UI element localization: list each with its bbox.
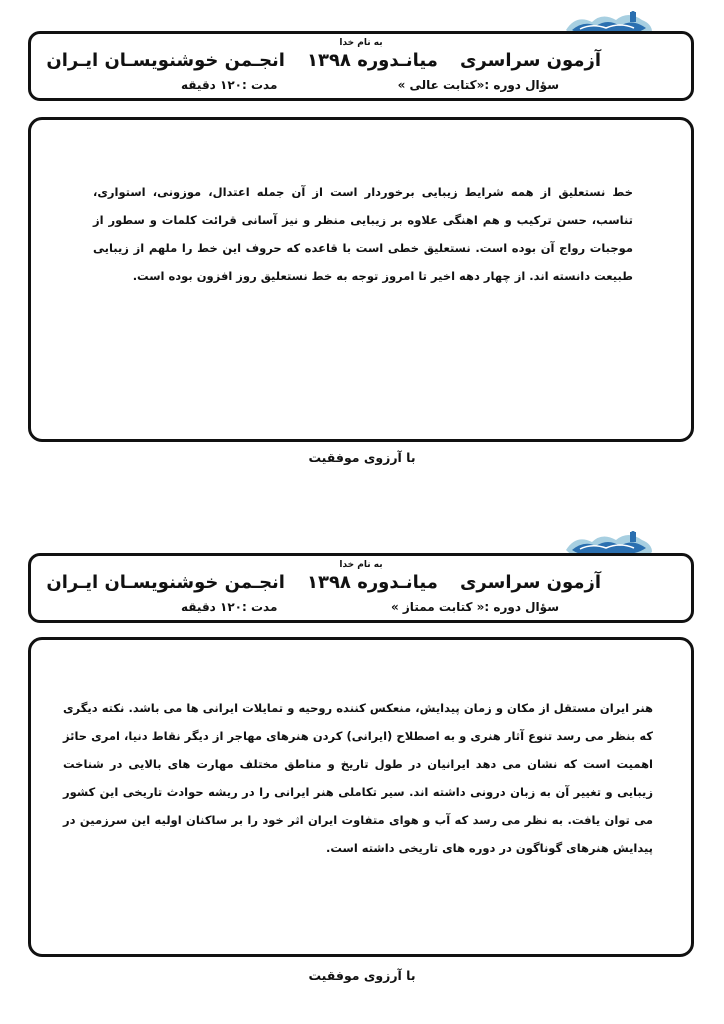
exam-duration: مدت :۱۲۰ دقیقه bbox=[181, 78, 278, 92]
exam-period: میانـدوره ۱۳۹۸ bbox=[306, 50, 438, 71]
exam-header bbox=[28, 553, 694, 623]
association-name: انجـمن خوشنویسـان ایـران bbox=[46, 572, 285, 593]
good-luck-footer: با آرزوی موفقیت bbox=[308, 450, 416, 465]
exam-text-box bbox=[28, 637, 694, 957]
bismillah: به نام خدا bbox=[339, 560, 383, 570]
exam-text-box bbox=[28, 117, 694, 442]
exam-body-text: هنر ایران مستقل از مکان و زمان پیدایش، منعکس کننده روحیه و تمایلات ایرانی ها می باشد. نکته دیگری که بنظر می رسد تنوع آثار هنری و به اصطلاح (ایرانی) کردن هنرهای مهاجر از دیگر نقاط دنیا، امری حائز اهمیت است که نشان می دهد ایرانیان در طول تاریخ و مناطق مختلف مهارت های بالایی در شناخت زیبایی و تغییر آن به زبان درونی داشته اند. سیر تکاملی هنر ایرانی را در ریشه حوادث تاریخی این کشور می توان یافت. به نظر می رسد که آب و هوای متفاوت ایران اثر خود را بر ساکنان اولیه این سرزمین در پیدایش هنرهای گوناگون در دوره های تاریخی داشته است. bbox=[63, 701, 653, 855]
question-label: سؤال دوره :« کتابت ممتاز » bbox=[390, 600, 559, 614]
association-name: انجـمن خوشنویسـان ایـران bbox=[46, 50, 285, 71]
header-title-line bbox=[46, 50, 601, 71]
header-title-line bbox=[46, 572, 601, 593]
exam-body-text: خط نستعلیق از همه شرایط زیبایی برخوردار است از آن جمله اعتدال، موزونی، استواری، تناسب، حسن ترکیب و هم اهنگی علاوه بر زیبایی منظر و نیز آسانی قرائت کلمات و سطور از موجبات رواج آن بوده است. نستعلیق خطی است با قاعده که حروف این خط را ملهم از زیبایی طبیعت دانسته اند. از چهار دهه اخیر تا امروز توجه به خط نستعلیق روز افزون بوده است. bbox=[93, 185, 633, 283]
exam-title: آزمون سراسری bbox=[459, 50, 601, 71]
exam-period: میانـدوره ۱۳۹۸ bbox=[306, 572, 438, 593]
exam-title: آزمون سراسری bbox=[459, 572, 601, 593]
exam-duration: مدت :۱۲۰ دقیقه bbox=[181, 600, 278, 614]
exam-header bbox=[28, 31, 694, 101]
question-label: سؤال دوره :«کتابت عالی » bbox=[397, 78, 559, 92]
good-luck-footer: با آرزوی موفقیت bbox=[308, 968, 416, 983]
bismillah: به نام خدا bbox=[339, 38, 383, 48]
